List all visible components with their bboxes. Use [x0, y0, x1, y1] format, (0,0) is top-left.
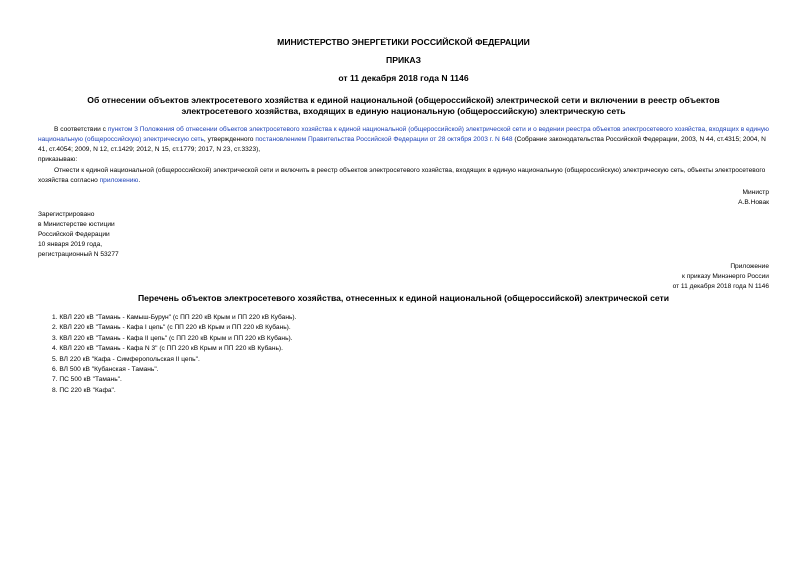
registration-line-3: Российской Федерации: [38, 231, 110, 238]
list-item: 3. КВЛ 220 кВ "Тамань - Кафа II цепь" (с ПП 220 кВ Крым и ПП 220 кВ Кубань).: [52, 334, 293, 342]
appendix-link[interactable]: приложению: [99, 176, 139, 184]
registration-line-5: регистрационный N 53277: [38, 251, 119, 258]
registration-line-2: в Министерстве юстиции: [38, 221, 115, 228]
signature-name: А.В.Новак: [738, 199, 769, 206]
registration-line-1: Зарегистрировано: [38, 211, 95, 218]
preamble-text-mid: , утвержденного: [203, 135, 256, 143]
appendix-date-line: от 11 декабря 2018 года N 1146: [672, 283, 769, 290]
appendix-ref-line: к приказу Минэнерго России: [682, 273, 769, 280]
registration-line-4: 10 января 2019 года,: [38, 241, 103, 248]
list-item: 5. ВЛ 220 кВ "Кафа - Симферопольская II цепь".: [52, 355, 200, 363]
regulation-link[interactable]: пунктом 3 Положения об отнесении объектов электросетевого хозяйства к единой национальной (общероссийской) электрической сети и о ведении реестра объектов электросетевого хозяйства, входящих в единую национальную (общероссийскую) электрическую сеть: [38, 126, 769, 143]
order-paragraph: [38, 166, 773, 186]
doc-title-line-1: Об отнесении объектов электросетевого хозяйства к единой национальной (общероссийской) электрической сети и включении в реестр объектов: [87, 95, 720, 105]
objects-list: [52, 313, 296, 396]
order-word: приказываю:: [38, 156, 78, 163]
order-text-end: .: [138, 176, 141, 184]
preamble-text-start: В соответствии с: [54, 126, 108, 133]
preamble-text-end: (Собрание законодательства Российской Федерации, 2003, N 44, ст.4315; 2004, N 41, ст.4054; 2009, N 12, ст.1429; 2012, N 15, ст.1779; 2017, N 23, ст.3323),: [38, 135, 766, 153]
signature-position: Министр: [742, 189, 769, 196]
list-item: 8. ПС 220 кВ "Кафа".: [52, 386, 116, 394]
appendix-title: Перечень объектов электросетевого хозяйства, отнесенных к единой национальной (общероссийской) электрической сети: [137, 293, 670, 303]
appendix-label: Приложение: [730, 263, 769, 270]
list-item: 6. ВЛ 500 кВ "Кубанская - Тамань".: [52, 366, 159, 374]
doc-date-heading: от 11 декабря 2018 года N 1146: [338, 73, 469, 83]
list-item: 1. КВЛ 220 кВ "Тамань - Камыш-Бурун" (с ПП 220 кВ Крым и ПП 220 кВ Кубань).: [52, 314, 297, 321]
preamble-paragraph: [38, 125, 773, 154]
list-item: 2. КВЛ 220 кВ "Тамань - Кафа I цепь" (с ПП 220 кВ Крым и ПП 220 кВ Кубань).: [52, 324, 291, 332]
order-text-start: Отнести к единой национальной (общероссийской) электрической сети и включить в реестр объектов электросетевого хозяйства, входящих в единую национальную (общероссийскую) электрическую сеть, объекты электросетевого хозяйства согласно: [38, 167, 766, 184]
government-decree-link[interactable]: постановлением Правительства Российской Федерации от 28 октября 2003 г. N 648: [255, 135, 513, 143]
doc-title-line-2: электросетевого хозяйства, входящих в единую национальную (общероссийскую) электрическую сеть: [181, 106, 626, 116]
ministry-heading: МИНИСТЕРСТВО ЭНЕРГЕТИКИ РОССИЙСКОЙ ФЕДЕРАЦИИ: [277, 37, 530, 47]
list-item: 7. ПС 500 кВ "Тамань".: [52, 376, 122, 384]
doc-type-heading: ПРИКАЗ: [386, 55, 421, 65]
list-item: 4. КВЛ 220 кВ "Тамань - Кафа N 3" (с ПП 220 кВ Крым и ПП 220 кВ Кубань).: [52, 345, 283, 353]
